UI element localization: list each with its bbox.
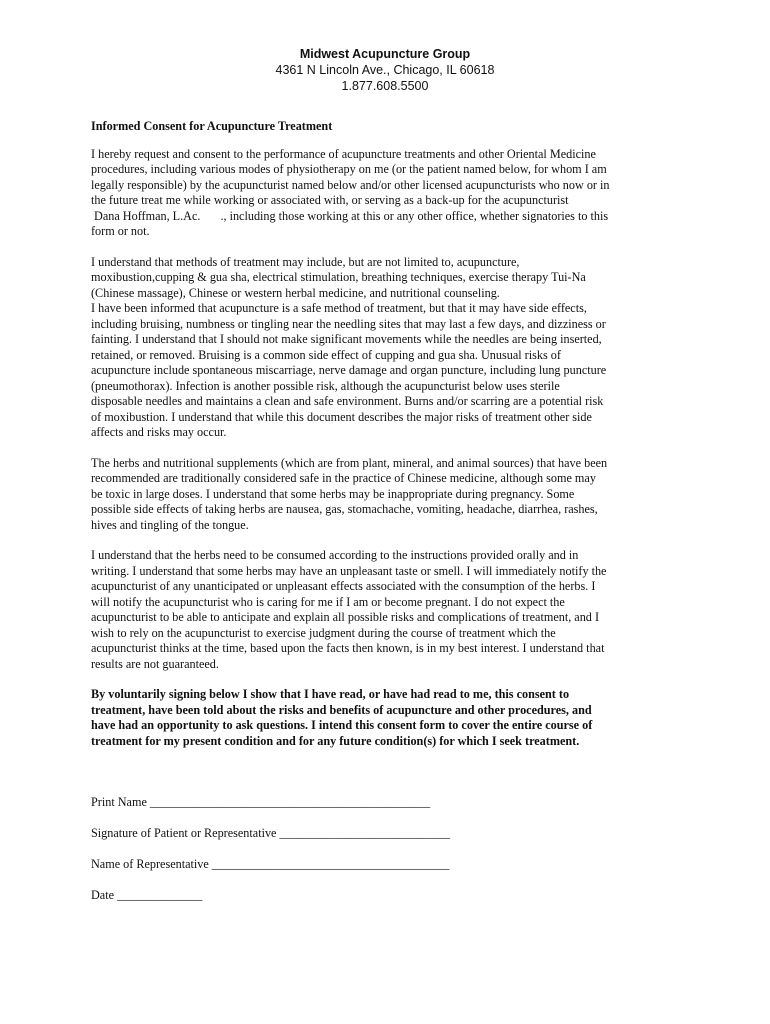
text-line: including bruising, numbness or tingling near the needling sites that may last a few days, and dizziness or	[91, 316, 606, 331]
text-line: affects and risks may occur.	[91, 425, 227, 439]
text-line: Dana Hoffman, L.Ac. ., including those working at this or any other office, whether signatories to this	[94, 208, 609, 223]
text-line: legally responsible) by the acupuncturist named below and/or other licensed acupuncturists who now or in	[91, 177, 610, 192]
text-line: acupuncturist to be able to anticipate and explain all possible risks and complications of treatment, and I	[91, 610, 600, 624]
letterhead	[0, 46, 770, 94]
text-line: I hereby request and consent to the performance of acupuncture treatments and other Oriental Medicine	[91, 146, 596, 161]
text-line: (Chinese massage), Chinese or western herbal medicine, and nutritional counseling.	[91, 285, 500, 300]
text-line: will notify the acupuncturist who is caring for me if I am or become pregnant. I do not expect the	[91, 594, 565, 609]
text-line: hives and tingling of the tongue.	[91, 517, 249, 532]
text-line: wish to rely on the acupuncturist to exercise judgment during the course of treatment which the	[91, 625, 556, 640]
text-line: recommended are traditionally considered safe in the practice of Chinese medicine, although some may	[91, 471, 596, 485]
text-line: acupuncturist of any unanticipated or unpleasant effects associated with the consumption of the herbs. I	[91, 579, 596, 593]
text-line: acupuncturist thinks at the time, based upon the facts then known, is in my best interest. I understand that	[91, 641, 605, 655]
date-field[interactable]: Date ______________	[91, 888, 203, 902]
text-line: treatment, have been told about the risks and benefits of acupuncture and other procedures, and	[91, 702, 592, 717]
text-line: possible side effects of taking herbs are nausea, gas, stomachache, vomiting, headache, diarrhea, rashes,	[91, 502, 598, 516]
organization-name: Midwest Acupuncture Group	[299, 47, 471, 61]
paragraph-request	[91, 147, 687, 240]
signature-field[interactable]: Signature of Patient or Representative ____________________________	[91, 826, 451, 840]
representative-name-field[interactable]: Name of Representative _______________________________________	[91, 857, 450, 871]
text-line: The herbs and nutritional supplements (which are from plant, mineral, and animal sources) that have been	[91, 455, 608, 470]
organization-address: 4361 N Lincoln Ave., Chicago, IL 60618	[275, 63, 495, 77]
paragraph-methods-risks	[91, 255, 687, 441]
text-line: I have been informed that acupuncture is a safe method of treatment, but that it may have side effects,	[91, 301, 587, 315]
text-line: treatment for my present condition and for any future condition(s) for which I seek treatment.	[91, 733, 580, 748]
document-title: Informed Consent for Acupuncture Treatment	[91, 119, 333, 133]
organization-phone: 1.877.608.5500	[341, 79, 429, 93]
paragraph-acknowledgement	[91, 687, 687, 749]
paragraph-herbs	[91, 456, 687, 534]
text-line: By voluntarily signing below I show that I have read, or have had read to me, this consent to	[91, 687, 570, 701]
text-line: moxibustion,cupping & gua sha, electrical stimulation, breathing techniques, exercise therapy Tui-Na	[91, 270, 586, 284]
text-line: be toxic in large doses. I understand that some herbs may be inappropriate during pregnancy. Some	[91, 486, 575, 501]
text-line: writing. I understand that some herbs may have an unpleasant taste or smell. I will immediately notify the	[91, 563, 607, 578]
text-line: the future treat me while working or associated with, or serving as a back-up for the acupuncturist	[91, 193, 569, 207]
text-line: have had an opportunity to ask questions. I intend this consent form to cover the entire course of	[91, 718, 593, 732]
print-name-field[interactable]: Print Name ______________________________________________	[91, 795, 431, 809]
text-line: form or not.	[91, 224, 150, 238]
text-line: of moxibustion. I understand that while this document describes the major risks of treatment other side	[91, 409, 592, 424]
text-line: procedures, including various modes of physiotherapy on me (or the patient named below, for whom I am	[91, 162, 607, 176]
acupuncturist-name: Dana Hoffman, L.Ac.	[94, 208, 201, 223]
text-line: (pneumothorax). Infection is another possible risk, although the acupuncturist below uses sterile	[91, 378, 560, 393]
text-line: I understand that methods of treatment may include, but are not limited to, acupuncture,	[91, 254, 520, 269]
text-line: disposable needles and maintains a clean and safe environment. Burns and/or scarring are a potential risk	[91, 394, 604, 408]
text-line: results are not guaranteed.	[91, 656, 219, 671]
text-line: acupuncture include spontaneous miscarriage, nerve damage and organ puncture, including lung puncture	[91, 363, 607, 377]
text-line: I understand that the herbs need to be consumed according to the instructions provided orally and in	[91, 548, 579, 562]
text-line: retained, or removed. Bruising is a common side effect of cupping and gua sha. Unusual risks of	[91, 347, 561, 362]
consent-body	[91, 119, 687, 749]
paragraph-herb-instructions	[91, 548, 687, 672]
text-line: fainting. I understand that I should not make significant movements while the needles are being inserted,	[91, 332, 602, 346]
